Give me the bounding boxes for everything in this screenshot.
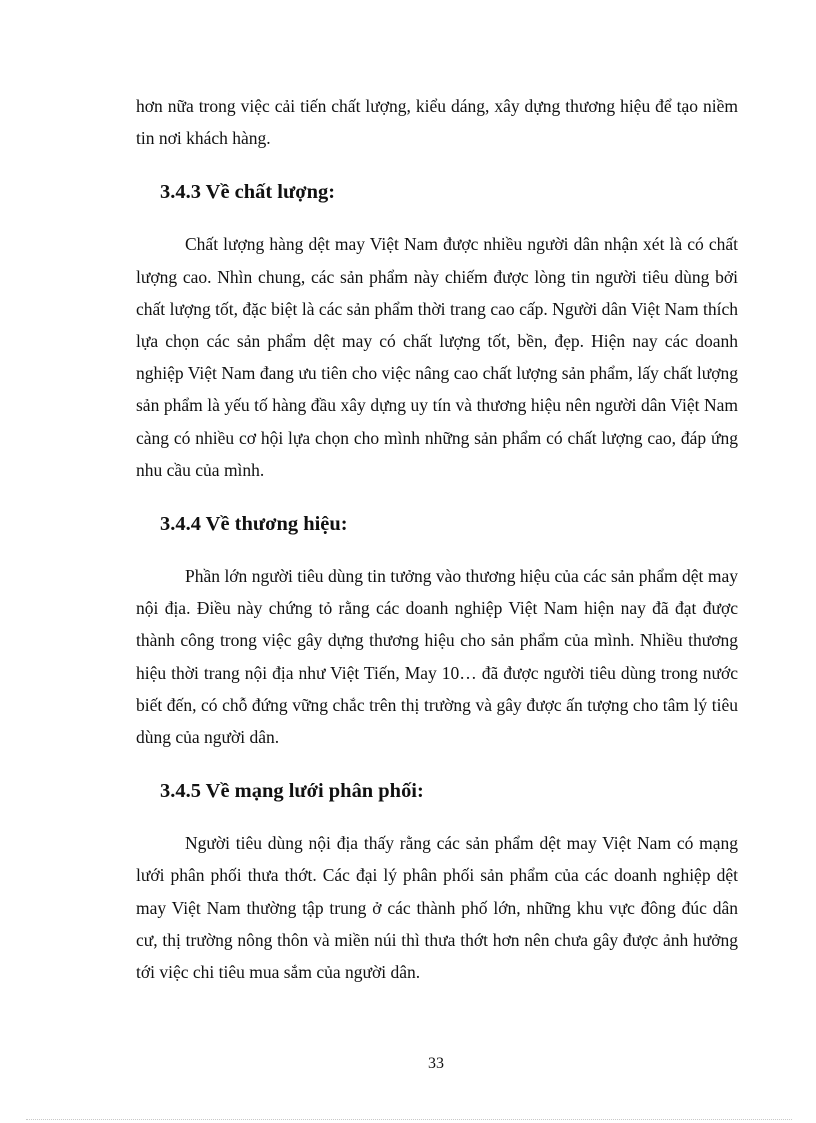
- section-body-brand: Phần lớn người tiêu dùng tin tưởng vào thương hiệu của các sản phẩm dệt may nội địa. Điều này chứng tỏ rằng các doanh nghiệp Việt Nam hiện nay đã đạt được thành công trong việc gây dựng thương hiệu cho sản phẩm của mình. Nhiều thương hiệu thời trang nội địa như Việt Tiến, May 10… đã được người tiêu dùng trong nước biết đến, có chỗ đứng vững chắc trên thị trường và gây được ấn tượng cho tâm lý tiêu dùng của người dân.: [136, 566, 738, 748]
- page-content: [136, 90, 738, 988]
- page-number: 33: [428, 1055, 444, 1072]
- section-body-quality: Chất lượng hàng dệt may Việt Nam được nhiều người dân nhận xét là có chất lượng cao. Nhìn chung, các sản phẩm này chiếm được lòng tin người tiêu dùng bởi chất lượng tốt, đặc biệt là các sản phẩm thời trang cao cấp. Người dân Việt Nam thích lựa chọn các sản phẩm dệt may có chất lượng tốt, bền, đẹp. Hiện nay các doanh nghiệp Việt Nam đang ưu tiên cho việc nâng cao chất lượng sản phẩm, lấy chất lượng sản phẩm là yếu tố hàng đầu xây dựng uy tín và thương hiệu nên người dân Việt Nam càng có nhiều cơ hội lựa chọn cho mình những sản phẩm có chất lượng cao, đáp ứng nhu cầu của mình.: [136, 234, 738, 480]
- section-heading-quality: 3.4.3 Về chất lượng:: [160, 181, 336, 204]
- footer-divider: [26, 1119, 792, 1120]
- section-heading-brand: 3.4.4 Về thương hiệu:: [160, 513, 348, 536]
- section-body-distribution: Người tiêu dùng nội địa thấy rằng các sản phẩm dệt may Việt Nam có mạng lưới phân phối thưa thớt. Các đại lý phân phối sản phẩm của các doanh nghiệp dệt may Việt Nam thường tập trung ở các thành phố lớn, những khu vực đông đúc dân cư, thị trường nông thôn và miền núi thì thưa thớt hơn nên chưa gây được ảnh hưởng tới việc chi tiêu mua sắm của người dân.: [136, 833, 738, 983]
- opening-paragraph: hơn nữa trong việc cải tiến chất lượng, kiểu dáng, xây dựng thương hiệu để tạo niềm tin nơi khách hàng.: [136, 96, 738, 149]
- section-heading-distribution: 3.4.5 Về mạng lưới phân phối:: [160, 780, 424, 803]
